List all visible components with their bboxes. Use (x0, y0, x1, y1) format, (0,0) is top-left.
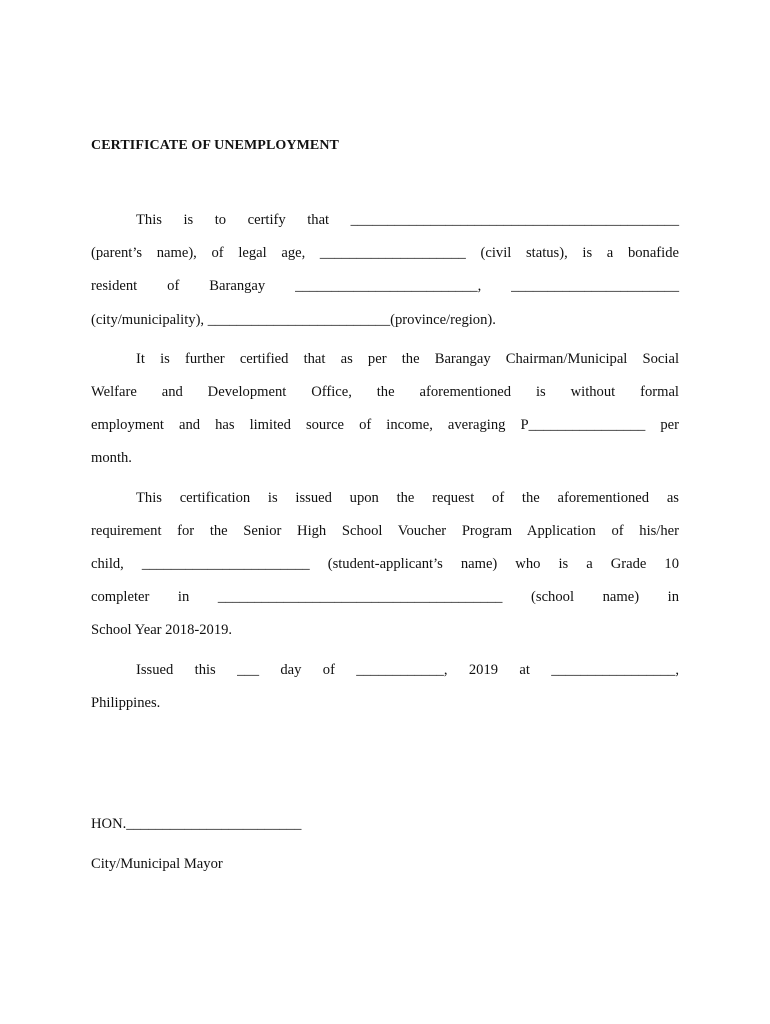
paragraph-2-line-3: employment and has limited source of income, averaging P________________ per (91, 417, 679, 433)
paragraph-3-line-5: School Year 2018-2019. (91, 622, 233, 638)
document-title: CERTIFICATE OF UNEMPLOYMENT (91, 138, 339, 153)
paragraph-1-line-4: (city/municipality), _________________________(province/region). (91, 312, 496, 328)
paragraph-4-line-2: Philippines. (91, 695, 161, 711)
signature-position: City/Municipal Mayor (91, 856, 223, 872)
signature-name-line: HON.________________________ (91, 816, 302, 832)
paragraph-3-line-4: completer in _______________________________________ (school name) in (91, 589, 679, 605)
paragraph-2-line-4: month. (91, 450, 132, 466)
paragraph-3-line-3: child, _______________________ (student-applicant’s name) who is a Grade 10 (91, 556, 679, 572)
paragraph-1-line-1: This is to certify that _____________________________________________ (136, 212, 679, 228)
paragraph-2-line-2: Welfare and Development Office, the aforementioned is without formal (91, 384, 679, 400)
paragraph-3-line-1: This certification is issued upon the request of the aforementioned as (136, 490, 679, 506)
paragraph-4-line-1: Issued this ___ day of ____________, 2019 at _________________, (136, 662, 679, 678)
paragraph-3-line-2: requirement for the Senior High School Voucher Program Application of his/her (91, 523, 679, 539)
paragraph-1-line-2: (parent’s name), of legal age, ____________________ (civil status), is a bonafide (91, 245, 679, 261)
paragraph-1-line-3: resident of Barangay _________________________, _______________________ (91, 278, 679, 294)
paragraph-2-line-1: It is further certified that as per the Barangay Chairman/Municipal Social (136, 351, 679, 367)
